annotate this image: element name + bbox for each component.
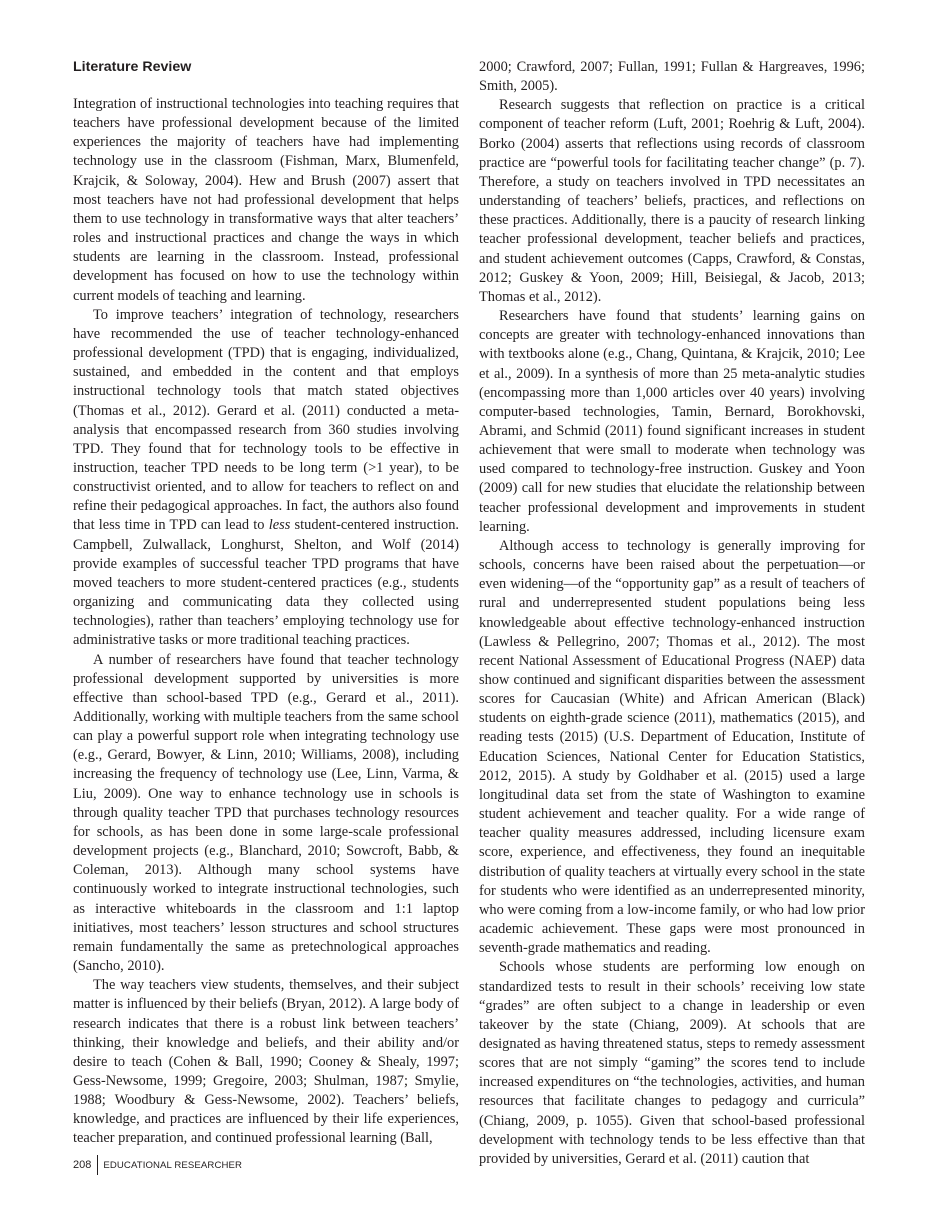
paragraph-text: To improve teachers’ integration of technology, researchers have recommended the use of teacher technology-enhanced professional development (TPD) that is engaging, individualized, sustained, and embedded in the content and that employs instructional technology tools that match stated objectives (Thomas et al., 2012). Gerard et al. (2011) conducted a meta-analysis that encompassed research from 360 studies involving TPD. They found that for technology tools to be effective in instruction, teacher TPD needs to be long term (>1 year), to be constructivist oriented, and to allow for teachers to reflect on and refine their pedagogical approaches. In fact, the authors also found that less time in TPD can lead to bbox=[73, 306, 459, 534]
page-footer bbox=[73, 1154, 242, 1176]
left-column bbox=[73, 58, 459, 1149]
paragraph: Although access to technology is generally improving for schools, concerns have been raised about the perpetuation—or even widening—of the “opportunity gap” as a result of teachers of rural and underrepresented student populations being less knowledgeable about effective technology-enhanced instruction (Lawless & Pellegrino, 2007; Thomas et al., 2012). The most recent National Assessment of Educational Progress (NAEP) data show continued and significant disparities between the assessment scores for Caucasian (White) and African American (Black) students on eighth-grade science (2011), mathematics (2015), and reading tests (2015) (U.S. Department of Education, Institute of Education Sciences, National Center for Education Statistics, 2012, 2015). A study by Goldhaber et al. (2015) used a large longitudinal data set from the state of Washington to examine student achievement and teacher quality. For a wide range of teacher quality measures addressed, including licensure exam score, experience, and effectiveness, they found an inequitable distribution of quality teachers at virtually every school in the state for students who were identified as an underrepresented minority, who were coming from a low-income family, or who had low prior academic achievement. These gaps were most pronounced in seventh-grade mathematics and reading. bbox=[479, 537, 865, 957]
paragraph: Schools whose students are performing low enough on standardized tests to result in their schools’ receiving low state “grades” are often subject to a change in leadership or even takeover by the state (Chiang, 2009). At schools that are designated as having threatened status, steps to remedy assessment scores that are not simply “gaming” the scores tend to include increased expenditures on “the technologies, activities, and human resources that facilitate changes to pedagogy and curricula” (Chiang, 2009, p. 1055). Given that school-based professional development with technology tends to be less effective than that provided by universities, Gerard et al. (2011) caution that bbox=[479, 959, 865, 1167]
footer-divider bbox=[97, 1155, 98, 1175]
paragraph: Integration of instructional technologies into teaching requires that teachers have professional development because of the limited experiences the majority of teachers have had implementing technology use in the classroom (Fishman, Marx, Blumenfeld, Krajcik, & Soloway, 2004). Hew and Brush (2007) assert that most teachers have not had professional development that helps them to use technology in transformative ways that alter teachers’ roles and instructional practices and change the ways in which students are learning in the classroom. Instead, professional development has focused on how to use the technology within current models of teaching and learning. bbox=[73, 96, 459, 304]
right-column bbox=[479, 58, 865, 1169]
paragraph: The way teachers view students, themselves, and their subject matter is influenced by their beliefs (Bryan, 2012). A large body of research indicates that there is a robust link between teachers’ thinking, their knowledge and beliefs, and their ability and/or desire to teach (Cohen & Ball, 1990; Cooney & Shealy, 1997; Gess-Newsome, 1999; Gregoire, 2003; Shulman, 1987; Smylie, 1988; Woodbury & Gess-Newsome, 2002). Teachers’ beliefs, knowledge, and practices are influenced by their life experiences, teacher preparation, and continued professional learning (Ball, bbox=[73, 977, 459, 1147]
paragraph: Research suggests that reflection on practice is a critical component of teacher reform (Luft, 2001; Roehrig & Luft, 2004). Borko (2004) asserts that reflections using records of classroom practice are “powerful tools for facilitating teacher change” (p. 7). Therefore, a study on teachers involved in TPD necessitates an understanding of teachers’ beliefs, practices, and reflections on these practices. Additionally, there is a paucity of research linking teacher professional development, teacher beliefs and practices, and student achievement outcomes (Capps, Crawford, & Constas, 2012; Guskey & Yoon, 2009; Hill, Beisiegal, & Jacob, 2013; Thomas et al., 2012). bbox=[479, 97, 865, 305]
emphasized-text: less bbox=[268, 517, 291, 534]
paragraph bbox=[73, 306, 459, 651]
paragraph-text: student-centered instruction. Campbell, Zulwallack, Longhurst, Shelton, and Wolf (2014) provide examples of successful teacher TPD programs that have moved teachers to more student-centered practices (e.g., students organizing and communicating data they collected using technologies), rather than teachers’ employing technology use for administrative tasks or more traditional teaching practices. bbox=[73, 517, 459, 649]
paragraph: Researchers have found that students’ learning gains on concepts are greater with technology-enhanced innovations than with textbooks alone (e.g., Chang, Quintana, & Krajcik, 2010; Lee et al., 2009). In a synthesis of more than 25 meta-analytic studies (encompassing more than 1,000 articles over 40 years) involving computer-based technologies, Tamin, Bernard, Borokhovski, Abrami, and Schmid (2011) found significant increases in student achievement that were small to moderate when technology was used compared to technology-free instruction. Guskey and Yoon (2009) call for new studies that elucidate the relationship between teacher professional development and improvements in student learning. bbox=[479, 308, 865, 535]
journal-name: EDUCATIONAL RESEARCHER bbox=[103, 1159, 243, 1171]
section-heading: Literature Review bbox=[73, 59, 192, 75]
page-number: 208 bbox=[73, 1159, 92, 1171]
paragraph: A number of researchers have found that teacher technology professional development supported by universities is more effective than school-based TPD (e.g., Gerard et al., 2011). Additionally, working with multiple teachers from the same school can play a powerful support role when integrating technology use (e.g., Gerard, Bowyer, & Linn, 2010; Williams, 2008), including increasing the frequency of technology use (Lee, Linn, Varma, & Liu, 2009). One way to enhance technology use in schools is through quality teacher TPD that purchases technology resources for schools, as has been done in some large-scale professional development projects (e.g., Blanchard, 2010; Sowcroft, Babb, & Coleman, 2013). Although many school systems have continuously worked to integrate instructional technologies, such as interactive whiteboards in the classroom and 1:1 laptop initiatives, most teachers’ lesson structures and school structures remain fundamentally the same as pretechnological approaches (Sancho, 2010). bbox=[73, 651, 459, 975]
paragraph: 2000; Crawford, 2007; Fullan, 1991; Fullan & Hargreaves, 1996; Smith, 2005). bbox=[479, 59, 865, 95]
